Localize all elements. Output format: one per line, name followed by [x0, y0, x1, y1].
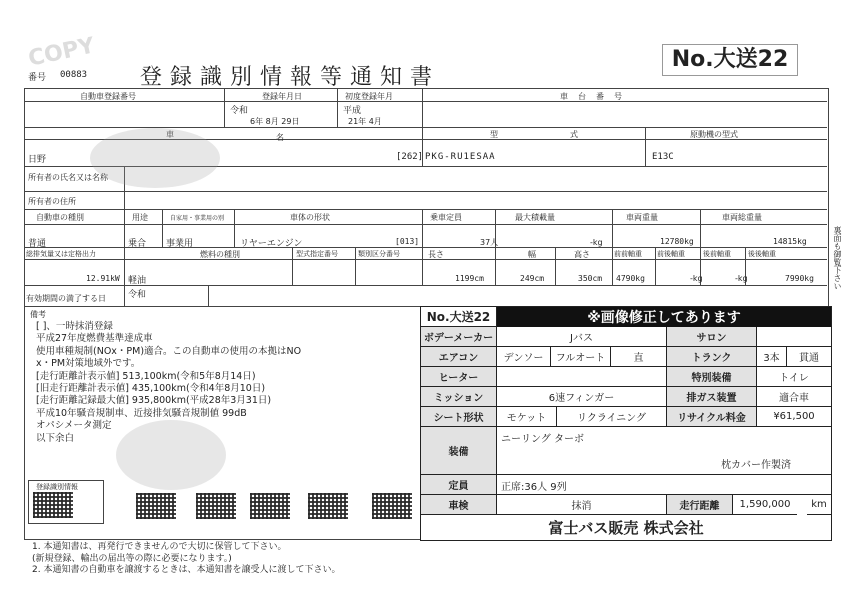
image-edited-banner: ※画像修正してあります	[497, 307, 831, 327]
initial-reg-date: 21年 4月	[348, 117, 382, 126]
model-code: [262]	[396, 152, 424, 162]
copy-watermark: COPY	[26, 33, 97, 72]
trunk-label: トランク	[667, 347, 757, 367]
remark-line: 使用車種規制(NOx・PM)適合。この自動車の使用の本拠はNO	[36, 345, 302, 357]
recycle-fee-label: リサイクル料金	[667, 407, 757, 427]
mileage-unit: km	[807, 495, 831, 515]
body-code: [013]	[395, 237, 420, 246]
car-name-label: 車	[166, 130, 174, 139]
width-value: 249cm	[520, 274, 545, 283]
rf-axle-value: -kg	[735, 274, 748, 283]
model-value: PKG-RU1ESAA	[425, 152, 496, 162]
use-value: 乗合	[128, 239, 147, 249]
remark-line: 以下余白	[36, 432, 75, 444]
dealer-name: 富士バス販売 株式会社	[548, 518, 704, 537]
remark-line: [走行距離計表示値] 513,100km(令和5年8月14日)	[36, 370, 256, 382]
engine-label: 原動機の型式	[690, 130, 738, 139]
rr-axle-label: 後後軸重	[748, 250, 776, 258]
remark-line: 平成27年度燃費基準達成車	[36, 333, 153, 345]
lot-number-badge: No.大送22	[662, 44, 798, 76]
aircon-label: エアコン	[421, 347, 497, 367]
qr-code	[250, 493, 290, 519]
body-shape-label: 車体の形状	[290, 213, 330, 222]
note-line: 1. 本通知書は、再発行できませんので大切に保管して下さい。	[32, 542, 287, 552]
transmission-value: 6速フィンガー	[497, 387, 667, 407]
heater-label: ヒーター	[421, 367, 497, 387]
maker-value: 日野	[28, 155, 47, 165]
special-equip-label: 特別装備	[667, 367, 757, 387]
remarks-label: 備考	[30, 310, 46, 319]
mileage-label: 走行距離	[667, 495, 733, 515]
salon-label: サロン	[667, 327, 757, 347]
remark-line: [旧走行距離計表示値] 435,100km(令和4年8月10日)	[36, 383, 266, 395]
side-note: 裏面も御覧下さい	[833, 226, 842, 290]
reg-info-label: 登録識別情報	[36, 483, 78, 491]
seal-stamp	[116, 420, 226, 490]
exhaust-label: 排ガス装置	[667, 387, 757, 407]
body-maker-label: ボデーメーカー	[421, 327, 497, 347]
remarks-list	[36, 321, 416, 445]
displacement-label: 総排気量又は定格出力	[26, 250, 96, 258]
aircon-mode: フルオート	[551, 347, 611, 367]
seat-style: リクライニング	[557, 407, 667, 427]
name-label: 名	[276, 133, 284, 142]
capacity-panel-label: 定員	[421, 475, 497, 495]
expiry-label: 有効期間の満了する日	[26, 294, 106, 303]
qr-code	[372, 493, 412, 519]
equipment-note: 枕カバー作製済	[721, 459, 791, 471]
heater-value	[497, 367, 667, 387]
mileage-value: 1,590,000	[733, 495, 797, 515]
page-title: 登録識別情報等通知書	[140, 65, 441, 90]
body-maker-value: Jバス	[497, 327, 667, 347]
aircon-drive: 直	[611, 347, 667, 367]
gross-weight: 14815kg	[773, 237, 807, 246]
ff-axle-label: 前前軸重	[614, 250, 642, 258]
vehicle-kind-label: 自動車の種別	[36, 213, 84, 222]
inspection-label: 車検	[421, 495, 497, 515]
remark-line: [ ]、一時抹消登録	[36, 321, 113, 332]
fuel-label: 燃料の種別	[200, 250, 240, 259]
qr-code	[33, 492, 73, 518]
rf-axle-label: 後前軸重	[703, 250, 731, 258]
fr-axle-label: 前後軸重	[657, 250, 685, 258]
vehicle-weight: 12780kg	[660, 237, 694, 246]
vehicle-kind: 普通	[28, 239, 47, 249]
qr-code	[308, 493, 348, 519]
width-label: 幅	[528, 250, 536, 259]
type-label: 式	[570, 130, 578, 139]
first-reg-label: 登録年月日	[262, 92, 302, 101]
type-no-label: 型式指定番号	[296, 250, 338, 258]
recycle-fee-value: ¥61,500	[757, 407, 831, 427]
equipment-value: ニーリング ターボ	[501, 433, 584, 445]
vehicle-weight-label: 車両重量	[626, 213, 658, 222]
note-line: 2. 本通知書の自動車を譲渡するときは、本通知書を譲受人に渡して下さい。	[32, 565, 341, 575]
remark-line: 平成10年騒音規制車、近接排気騒音規制値 99dB	[36, 407, 247, 419]
inspection-value: 抹消	[497, 495, 667, 515]
first-reg-date: 6年 8月 29日	[250, 117, 300, 126]
use-label: 用途	[132, 213, 148, 222]
capacity-label: 乗車定員	[430, 213, 462, 222]
model-label: 型	[490, 130, 498, 139]
seat-fabric: モケット	[497, 407, 557, 427]
note-line: (新規登録、輸出の届出等の際に必要になります。)	[32, 553, 232, 564]
height-value: 350cm	[578, 274, 603, 283]
salon-value	[757, 327, 831, 347]
remark-line: x・PM対策地域外です。	[36, 358, 141, 370]
chassis-no-label: 車台番号	[560, 92, 632, 101]
capacity-value: 37人	[480, 238, 499, 247]
fr-axle-value: -kg	[690, 274, 703, 283]
special-equip-value: トイレ	[757, 367, 831, 387]
owner-address-label: 所有者の住所	[28, 197, 76, 206]
expiry-era: 令和	[128, 290, 147, 300]
sales-spec-panel	[420, 306, 832, 541]
trunk-type: 貫通	[787, 347, 831, 367]
equipment-label: 装備	[421, 427, 497, 475]
aircon-maker: デンソー	[497, 347, 551, 367]
remark-line: オパシメータ測定	[36, 420, 112, 432]
redaction-blur	[90, 128, 220, 188]
seat-type-label: シート形状	[421, 407, 497, 427]
remark-line: [走行距離記録最大値] 935,800km(平成28年3月31日)	[36, 395, 272, 407]
engine-value: E13C	[652, 152, 674, 162]
length-label: 長さ	[428, 250, 444, 259]
capacity-panel-value: 正席:36人 9列	[501, 481, 567, 493]
class-no-label: 類別区分番号	[358, 250, 400, 258]
rr-axle-value: 7990kg	[785, 274, 814, 283]
doc-number: 00883	[60, 70, 88, 80]
trunk-count: 3本	[757, 347, 787, 367]
displacement-value: 12.91kW	[86, 274, 120, 283]
transmission-label: ミッション	[421, 387, 497, 407]
qr-code	[196, 493, 236, 519]
qr-code	[136, 493, 176, 519]
initial-reg-label: 初度登録年月	[345, 92, 393, 101]
biz-label: 自家用・事業用の別	[170, 215, 225, 222]
reg-no-label: 自動車登録番号	[80, 92, 136, 101]
ff-axle-value: 4790kg	[616, 274, 645, 283]
body-shape: リヤーエンジン	[240, 239, 303, 249]
biz-value: 事業用	[166, 239, 194, 249]
owner-name-label: 所有者の氏名又は名称	[28, 173, 108, 182]
max-load-label: 最大積載量	[515, 213, 555, 222]
panel-lot-badge: No.大送22	[421, 307, 497, 327]
initial-reg-era: 平成	[343, 106, 362, 116]
exhaust-value: 適合車	[757, 387, 831, 407]
height-label: 高さ	[574, 250, 590, 259]
gross-weight-label: 車両総重量	[722, 213, 762, 222]
fuel-value: 軽油	[128, 276, 147, 286]
footer-notes	[32, 542, 340, 577]
max-load-value: -kg	[590, 238, 603, 247]
doc-number-label: 番号	[28, 73, 47, 83]
length-value: 1199cm	[455, 274, 484, 283]
first-reg-era: 令和	[230, 106, 249, 116]
